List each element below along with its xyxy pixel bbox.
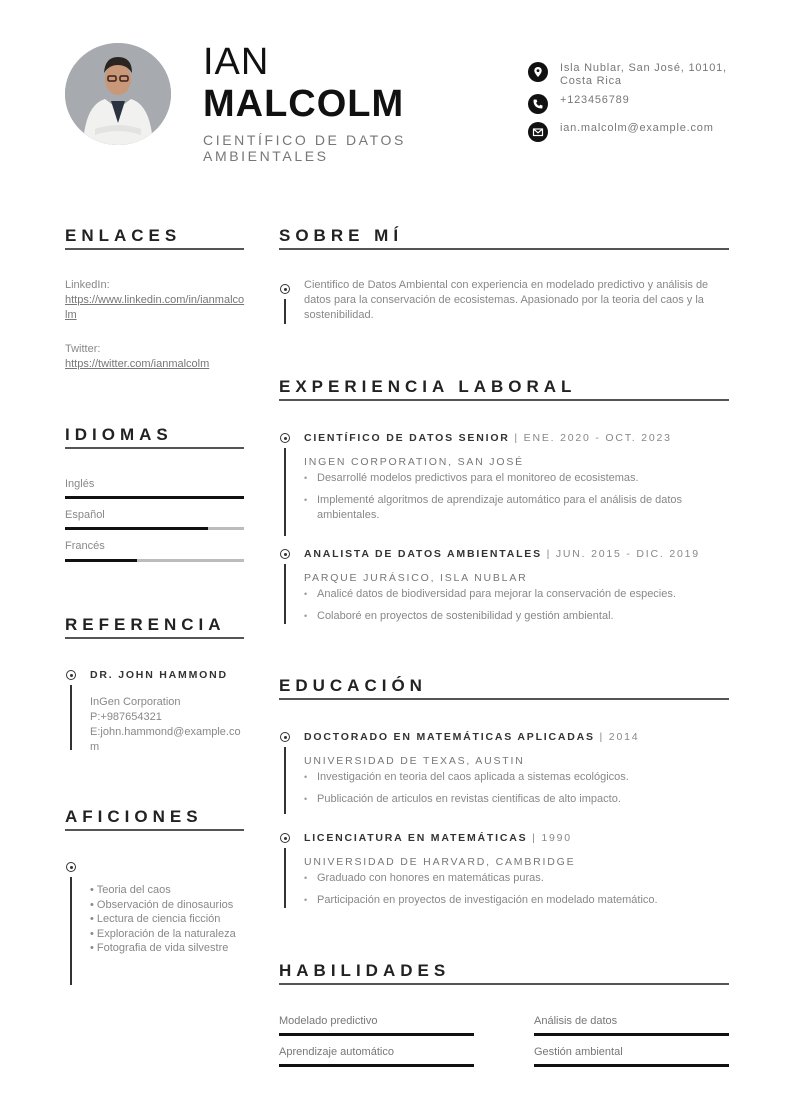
person-photo-icon	[65, 43, 171, 145]
link-twitter	[65, 342, 245, 372]
hobby-item: • Fotografia de vida silvestre	[90, 942, 229, 954]
skill-label: Modelado predictivo	[279, 1015, 378, 1027]
skills-divider	[279, 983, 729, 985]
profile-photo	[65, 43, 171, 145]
timeline-dot-icon	[280, 732, 290, 742]
experience-title: EXPERIENCIA LABORAL	[279, 377, 577, 396]
languages-title: IDIOMAS	[65, 425, 173, 444]
reference-title: REFERENCIA	[65, 615, 226, 634]
timeline-line	[284, 848, 286, 908]
language-english-bar	[65, 496, 244, 499]
timeline-dot-icon	[66, 862, 76, 872]
role-title: CIENTÍFICO DE DATOS SENIOR	[304, 432, 510, 444]
about-divider	[279, 248, 729, 250]
experience-role	[304, 547, 700, 561]
skill-bar	[279, 1064, 474, 1067]
reference-phone: P:+987654321	[90, 711, 162, 723]
bar-fill	[65, 527, 208, 530]
bullet-item: • Participación en proyectos de investigación en modelado matemático.	[304, 893, 724, 908]
timeline-line	[284, 299, 286, 324]
link-linkedin	[65, 278, 245, 323]
timeline-line	[70, 877, 72, 985]
linkedin-url[interactable]: https://www.linkedin.com/in/ianmalcolm	[65, 294, 245, 321]
timeline-dot-icon	[280, 284, 290, 294]
hobbies-divider	[65, 829, 244, 831]
bullet-item: • Analicé datos de biodiversidad para mejorar la conservación de especies.	[304, 587, 724, 602]
twitter-label: Twitter:	[65, 343, 101, 355]
timeline-dot-icon	[280, 549, 290, 559]
education-school: UNIVERSIDAD DE HARVARD, CAMBRIDGE	[304, 856, 576, 868]
bullet-item: • Implementé algoritmos de aprendizaje automático para el análisis de datos ambientales.	[304, 493, 724, 523]
reference-divider	[65, 637, 244, 639]
education-bullets	[304, 871, 724, 908]
bar-fill	[65, 559, 137, 562]
reference-name: DR. JOHN HAMMOND	[90, 669, 228, 681]
skill-bar	[534, 1033, 729, 1036]
links-divider	[65, 248, 244, 250]
linkedin-label: LinkedIn:	[65, 279, 110, 291]
experience-bullets	[304, 587, 724, 624]
education-bullets	[304, 770, 724, 807]
timeline-line	[70, 685, 72, 750]
timeline-line	[284, 747, 286, 814]
experience-divider	[279, 399, 729, 401]
degree-year: | 2014	[594, 731, 640, 743]
timeline-dot-icon	[280, 433, 290, 443]
bullet-item: • Publicación de articulos en revistas cientificas de alto impacto.	[304, 792, 724, 807]
languages-divider	[65, 447, 244, 449]
hobby-item: • Exploración de la naturaleza	[90, 927, 236, 940]
skill-bar	[279, 1033, 474, 1036]
twitter-url[interactable]: https://twitter.com/ianmalcolm	[65, 358, 210, 370]
skill-label: Análisis de datos	[534, 1015, 618, 1027]
bullet-item: • Desarrollé modelos predictivos para el monitoreo de ecosistemas.	[304, 471, 724, 486]
envelope-icon	[528, 122, 548, 142]
bar-fill	[65, 496, 244, 499]
degree-title: DOCTORADO EN MATEMÁTICAS APLICADAS	[304, 731, 595, 743]
reference-email: E:john.hammond@example.com	[90, 726, 241, 753]
contact-phone	[528, 94, 740, 114]
education-degree	[304, 730, 639, 744]
experience-org: PARQUE JURÁSICO, ISLA NUBLAR	[304, 572, 528, 584]
hobby-item: • Teoria del caos	[90, 884, 171, 896]
email-text[interactable]: ian.malcolm@example.com	[560, 122, 714, 134]
hobby-item: • Observación de dinosaurios	[90, 898, 234, 911]
language-english: Inglés	[65, 478, 95, 490]
experience-org: INGEN CORPORATION, SAN JOSÉ	[304, 456, 524, 468]
contact-address	[528, 62, 740, 88]
address-text: Isla Nublar, San José, 10101, Costa Rica	[560, 62, 727, 87]
bullet-item: • Investigación en teoria del caos aplicada a sistemas ecológicos.	[304, 770, 724, 785]
skill-bar	[534, 1064, 729, 1067]
skill-label: Gestión ambiental	[534, 1046, 623, 1058]
language-french: Francés	[65, 540, 105, 552]
about-text: Cientifico de Datos Ambiental con experiencia en modelado predictivo y análisis de datos para la conservación de ecosistemas. Apasionado por la teoria del caos y la sostenibilidad.	[304, 279, 709, 321]
hobbies-list	[90, 883, 245, 956]
links-title: ENLACES	[65, 226, 182, 245]
timeline-dot-icon	[280, 833, 290, 843]
role-title: ANALISTA DE DATOS AMBIENTALES	[304, 548, 542, 560]
hobbies-title: AFICIONES	[65, 807, 203, 826]
hobby-item: • Lectura de ciencia ficción	[90, 913, 221, 925]
skill-label: Aprendizaje automático	[279, 1046, 394, 1058]
location-pin-icon	[528, 62, 548, 82]
education-degree	[304, 831, 572, 845]
role-dates: | JUN. 2015 - DIC. 2019	[541, 548, 700, 560]
timeline-line	[284, 448, 286, 536]
education-divider	[279, 698, 729, 700]
education-title: EDUCACIÓN	[279, 676, 427, 695]
experience-role	[304, 431, 672, 445]
phone-icon	[528, 94, 548, 114]
reference-company: InGen Corporation	[90, 696, 181, 708]
degree-year: | 1990	[527, 832, 572, 844]
bullet-item: • Colaboré en proyectos de sostenibilidad y gestión ambiental.	[304, 609, 724, 624]
reference-details	[90, 695, 245, 755]
phone-text[interactable]: +123456789	[560, 94, 630, 106]
about-title: SOBRE MÍ	[279, 226, 404, 245]
first-name: IAN	[203, 41, 270, 83]
timeline-dot-icon	[66, 670, 76, 680]
timeline-line	[284, 564, 286, 624]
degree-title: LICENCIATURA EN MATEMÁTICAS	[304, 832, 528, 844]
job-title: CIENTÍFICO DE DATOS AMBIENTALES	[203, 132, 406, 164]
education-school: UNIVERSIDAD DE TEXAS, AUSTIN	[304, 755, 525, 767]
contact-email	[528, 122, 740, 142]
last-name: MALCOLM	[203, 83, 405, 125]
experience-bullets	[304, 471, 724, 523]
bullet-item: • Graduado con honores en matemáticas puras.	[304, 871, 724, 886]
language-spanish-bar	[65, 527, 244, 530]
language-french-bar	[65, 559, 244, 562]
skills-title: HABILIDADES	[279, 961, 451, 980]
language-spanish: Español	[65, 509, 105, 521]
role-dates: | ENE. 2020 - OCT. 2023	[509, 432, 672, 444]
